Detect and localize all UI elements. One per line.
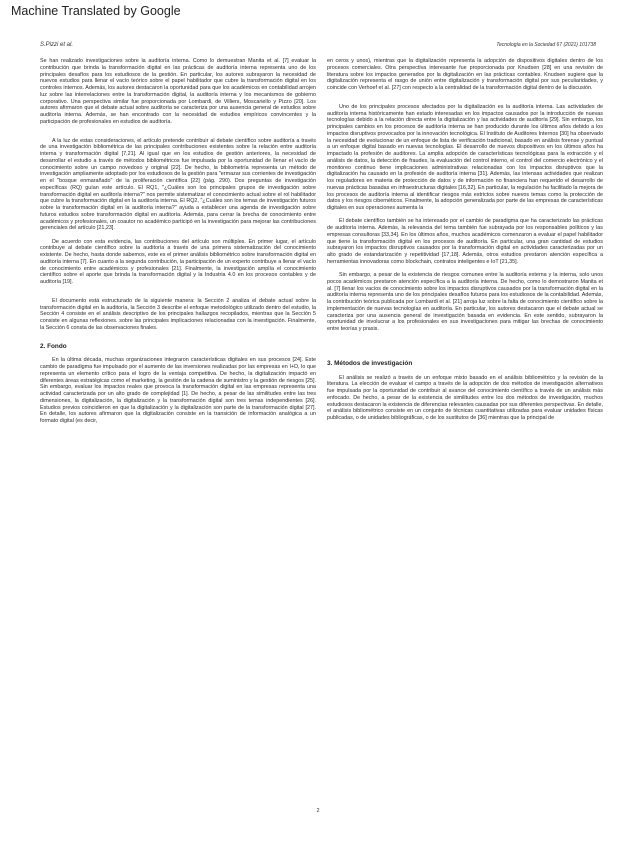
right-paragraph-3: El debate científico también se ha interesado por el cambio de paradigma que ha caracterizado las prácticas de auditoría interna. Además, la relevancia del tema también fue subrayada por los responsables políticos y las empresas consultoras [33,34]. En los últimos años, muchos académicos comenzaron a evaluar el papel habilitador que tiene la transformación digital en los procesos de auditoría. En particular, una gran cantidad de estudios subrayaron los impactos disruptivos causados por la transformación digital en actividades caracterizadas por un alto grado de estandarización y repetitividad [17,18]. Además, otros estudios prestaron atención específica a herramientas innovadoras como blockchain, contratos inteligentes e IoT [21,35].: [327, 218, 603, 265]
right-column: [327, 58, 603, 428]
right-paragraph-5: El análisis se realizó a través de un enfoque mixto basado en el análisis bibliométrico y la revisión de la literatura. La elección de evaluar el campo a través de la adopción de dos métodos de investigación alternativos fue impulsada por la oportunidad de contribuir al avance del conocimiento científico a través de un análisis más enfocado. De hecho, a pesar de la existencia de similitudes entre los dos métodos de investigación, muchos estudiosos destacaron la existencia de diferencias relevantes causadas por sus diferentes perspectivas. En detalle, el análisis bibliométrico consiste en un conjunto de técnicas cuantitativas utilizadas para evaluar unidades físicas publicadas, o de unidades bibliográficas, o de los sustitutos de [36] mientras que la principal de: [327, 374, 603, 421]
right-paragraph-4: Sin embargo, a pesar de la existencia de riesgos comunes entre la auditoría externa y la interna, solo unos pocos académicos prestaron atención específica a la auditoría interna. De hecho, como lo demostraron Manita et al. [7] llenar los vacíos de conocimiento sobre los impactos disruptivos causados por la transformación digital en la auditoría interna representa uno de los principales desafíos futuros para los estudiosos de la contabilidad. Además, la contribución teórica publicada por Lombardi et al. [21] arroja luz sobre la falta de conocimiento científico sobre la implementación de nuevas tecnologías en auditoría. En particular, los autores destacaron que el debate actual se caracteriza por una ausencia general de investigación basada en evidencia. En este sentido, subrayaron la oportunidad de involucrar a los profesionales en sus investigaciones para mitigar las brechas de conocimiento entre teorías y praxis.: [327, 272, 603, 332]
section-heading-methods: 3. Métodos de investigación: [327, 359, 413, 367]
left-column: [40, 58, 316, 431]
running-header-authors: S.Pizzi et al.: [40, 42, 74, 48]
left-paragraph-2: A la luz de estas consideraciones, el artículo pretende contribuir al debate científico sobre auditoría a través de una investigación bibliométrica de las principales contribuciones existentes sobre la relación entre auditoría interna y transformación digital [7,21]. Al igual que en los estudios de gestión anteriores, la necesidad de desarrollar el estudio a través de métodos bibliométricos fue impulsada por la oportunidad de llenar el vacío de conocimiento sobre un campo novedoso y original [22]. De hecho, la bibliometría representa un método de investigación ampliamente adoptado por los estudiosos de la gestión para "ermazar sus corrientes de investigación en el "bosque enmarañado" de la proliferación científica [22] (pág. 290). Dos preguntas de investigación específicas (RQ) guían este artículo. El RQ1, "¿Cuáles son los principales grupos de investigación sobre transformación digital en auditoría interna?" nos permite sistematizar el conocimiento actual sobre el rol habilitador que cubre la transformación digital en la auditoría interna. El RQ2, "¿Cuáles son los temas de investigación futuros sobre la transformación digital en la auditoría interna?" ayuda a establecer una agenda de investigación sobre futuros estudios sobre transformación digital en auditoría. Además, para cerrar la brecha de conocimiento entre académicos y profesionales, un coautor no académico participó en la investigación para mejorar las contribuciones gerenciales del artículo [21,23].: [40, 137, 316, 232]
left-paragraph-1: Se han realizado investigaciones sobre la auditoría interna. Como lo demuestran Manita et al. [7] evaluar la contribución que brinda la transformación digital en las prácticas de auditoría interna representa uno de los principales desafíos para los estudiosos de la gestión. En particular, los autores subrayaron la necesidad de nuevos estudios para llenar el vacío teórico sobre el papel habilitador que cubre la transformación digital en los controles internos. Además, los autores destacaron la oportunidad para que los académicos en contabilidad arrojen luz sobre las interrelaciones entre la transformación digital, la auditoría interna y los mecanismos de gobierno corporativo. Una perspectiva similar fue proporcionada por Lombardi, de Villiers, Moscariello y Pizzo [20]. Los autores afirmaron que el debate actual sobre auditoría se caracteriza por una ausencia general de estudios sobre auditoría interna. Además, se han encontrado con la necesidad de estudios empíricos convincentes y la participación de profesionales en estudios de auditoría.: [40, 58, 316, 125]
running-header-journal: Tecnología en la Sociedad 67 (2021) 101738: [496, 42, 596, 48]
right-paragraph-2: Uno de los principales procesos afectados por la digitalización es la auditoría interna. Las actividades de auditoría interna históricamente han estado interesadas en los impactos causados por la introducción de nuevas tecnologías debido a la relación directa entre la digitalización y las actividades de auditoría [29]. Sin embargo, los principales cambios en los procesos de auditoría interna se han producido durante los últimos años debido a los impactos disruptivos provocados por la innovación tecnológica. El Instituto de Auditores Internos [30] ha observado la necesidad de evolucionar de un enfoque de lista de verificación tradicional, basado en análisis forense y puntual a un enfoque digital basado en nuevas tecnologías. El desarrollo de nuevos dispositivos en los últimos años ha impactado la profesión de auditores. La amplia adopción de características tecnológicas para la extracción y el análisis de datos, la detección de fraudes, la evaluación del control interno, el control del comercio electrónico y el monitoreo continuo tiene implicaciones administrativas relacionadas con los impactos disruptivos que la digitalización ha causado en la profesión de auditoría interna [31]. Además, las intensas actividades que realizan los reguladores en materia de protección de datos y de información no financiera han requerido el desarrollo de nuevas prácticas basadas en infraestructuras digitales [16,32]. En particular, la regulación ha facilitado la mejora de los procesos de auditoría interna al identificar riesgos más estrictos sobre nuevos temas como la protección de datos y los riesgos cibernéticos. Finalmente, la adopción generalizada por parte de las empresas de características digitales en sus operaciones aumenta la: [327, 103, 603, 211]
section-heading-background: 2. Fondo: [40, 342, 67, 350]
left-paragraph-4: El documento está estructurado de la siguiente manera: la Sección 2 analiza el debate actual sobre la transformación digital en la auditoría, la Sección 3 describe el enfoque metodológico utilizado dentro del estudio, la Sección 4 consiste en el análisis descriptivo de los principales hallazgos recopilados, mientras que la Sección 5 consiste en algunas reflexiones. sobre las principales implicaciones relacionadas con la investigación. Finalmente, la Sección 6 consta de las observaciones finales.: [40, 297, 316, 331]
right-paragraph-1: en ceros y unos), mientras que la digitalización representa la adopción de dispositivos digitales dentro de los procesos comerciales. Otra perspectiva interesante fue proporcionada por Knudsen [28] en una revisión de literatura sobre los impactos generados por la digitalización en las prácticas contables. Knudsen sugiere que la digitalización representa el rasgo de unión entre digitalización y transformación digital por sus peculiaridades, y coincide con Verhoef et al. [27] con respecto a la centralidad de la transformación digital dentro de la discusión.: [327, 58, 603, 91]
left-paragraph-5: En la última década, muchas organizaciones integraron características digitales en sus procesos [24]. Este cambio de paradigma fue impulsado por el aumento de las inversiones realizadas por las empresas en I+D, lo que representa un elemento crítico para el logro de la ventaja competitiva. De hecho, la digitalización impactó en diferentes áreas estratégicas como el marketing, la gestión de la cadena de suministro y la gestión de riesgos [25]. Sin embargo, evaluar los impactos reales que provoca la transformación digital en las empresas representa una actividad caracterizada por un alto grado de complejidad [1]. De hecho, a pesar de las similitudes entre las tres dimensiones, la digitalización, la digitalización y la transformación digital son tres temas independientes [26]. Estudios previos coincidieron en que la digitalización y la digitalización son parte de la transformación digital [27]. En detalle, los autores afirmaron que la digitalización consiste en la transición de información analógica a un formato digital (es decir,: [40, 357, 316, 424]
translation-banner: Machine Translated by Google: [11, 4, 181, 18]
page-number: 2: [316, 808, 320, 814]
left-paragraph-3: De acuerdo con esta evidencia, las contribuciones del artículo son múltiples. En primer lugar, el artículo contribuye al debate científico sobre la auditoría a través de una primera sistematización del conocimiento existente. De hecho, hasta donde sabemos, este es el primer análisis bibliométrico sobre transformación digital en auditoría interna [7]. En cuanto a la segunda contribución, la participación de un experto contribuye a llenar el vacío de conocimiento entre académicos y profesionales [21]. Finalmente, la investigación amplía el conocimiento científico sobre el aporte que brinda la transformación digital y la Industria 4.0 en los procesos contables y de auditoría [19].: [40, 238, 316, 285]
